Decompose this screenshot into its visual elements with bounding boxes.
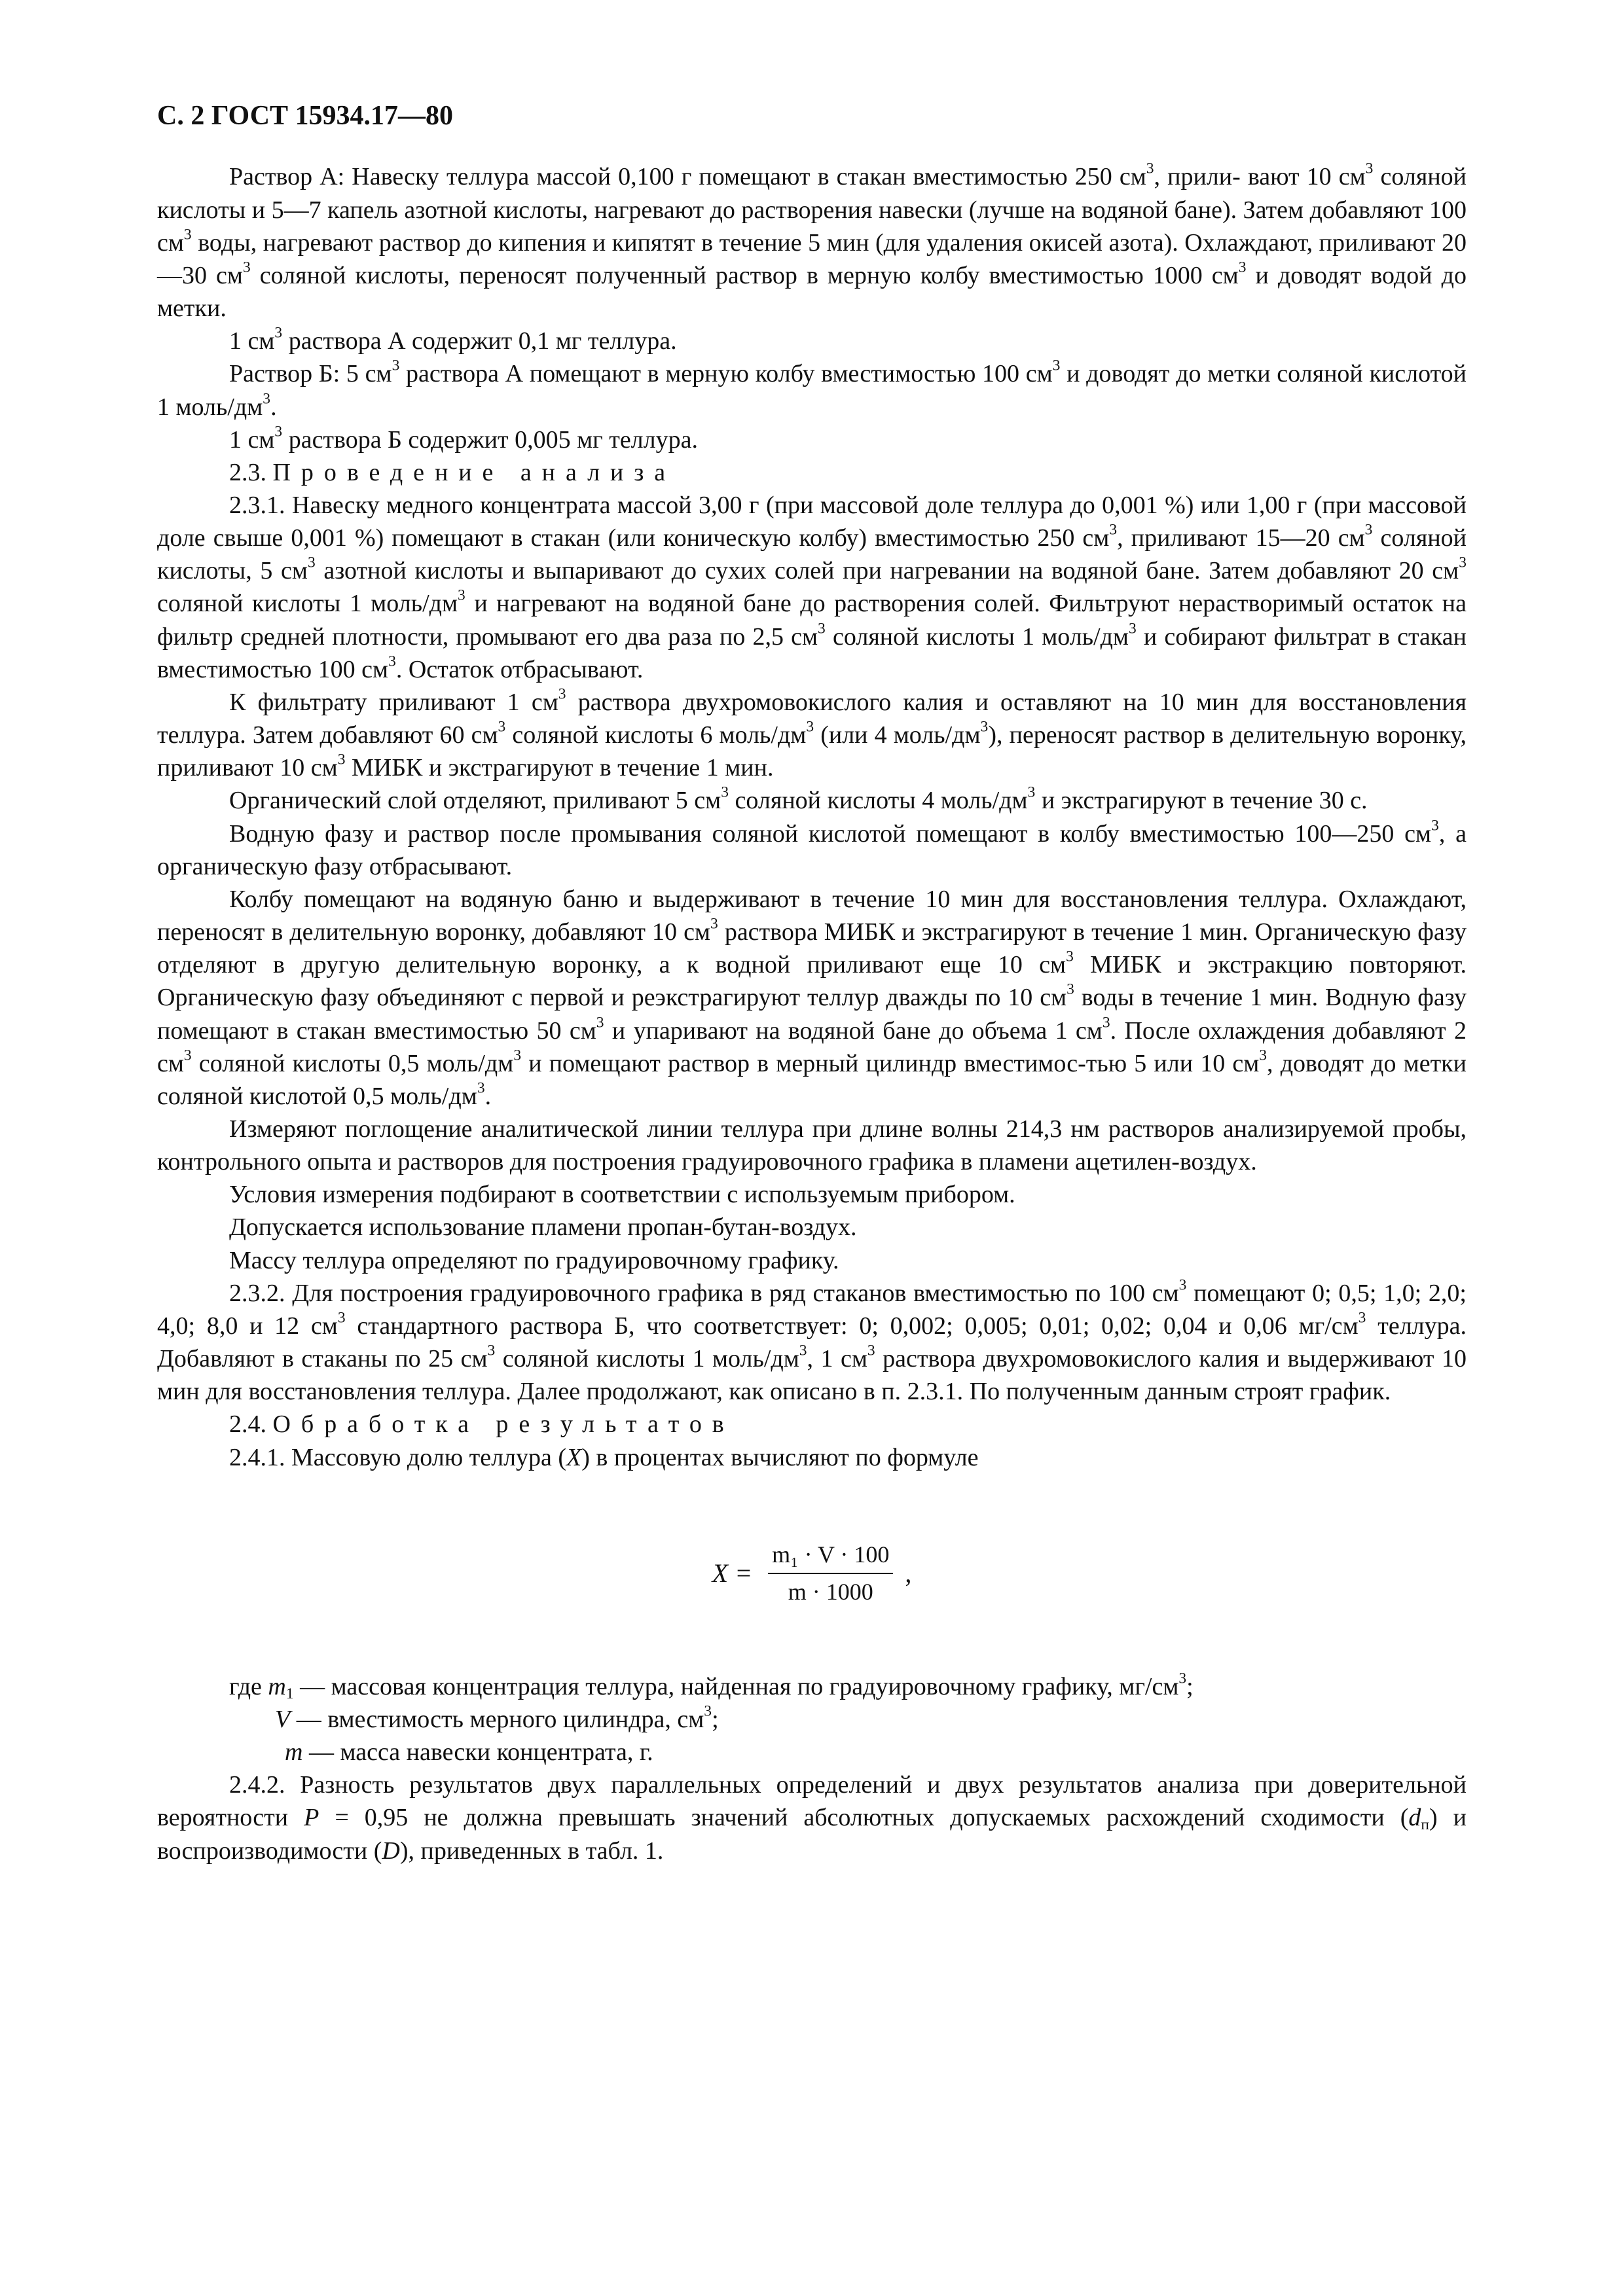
paragraph-filtrate: К фильтрату приливают 1 $см^3$ раствора двухромовокислого калия и оставляют на 10 мин для восстановления теллура. Затем добавляют 60 $см^3$ соляной кислоты 6 моль/$дм^3$ (или 4 моль/$дм^3$), переносят раствор в делительную воронку, приливают 10 $см^3$ МИБК и экстрагируют в течение 1 мин. [157,685,1467,782]
document-page [157,98,1467,1867]
paragraph-organic-layer: Органический слой отделяют, приливают 5 $см^3$ соляной кислоты 4 моль/$дм^3$ и экстрагируют в течение 30 с. [229,783,1368,815]
paragraph-2-3-1: 2.3.1. Навеску медного концентрата массой 3,00 г (при массовой доле теллура до 0,001 %) или 1,00 г (при массовой доле свыше 0,001 %) помещают в стакан (или коническую колбу) вместимостью 250 $см^3$, приливают 15—20 $см^3$ соляной кислоты, 5 $см^3$ азотной кислоты и выпаривают до сухих солей при нагревании на водяной бане. Затем добавляют 20 $см^3$ соляной кислоты 1 моль/$дм^3$ и нагревают на водяной бане до растворения солей. Фильтруют нерастворимый остаток на фильтр средней плотности, промывают его два раза по 2,5 $см^3$ соляной кислоты 1 моль/$дм^3$ и собирают фильтрат в стакан вместимостью 100 $см^3$. Остаток отбрасывают. [157,492,1467,683]
solution-a-content: 1 $см^3$ раствора А содержит 0,1 мг теллура. [229,324,677,355]
paragraph-mass: Массу теллура определяют по градуировочному графику. [229,1246,839,1274]
paragraph-propane: Допускается использование пламени пропан-бутан-воздух. [229,1213,857,1242]
formula-fraction [768,1539,893,1608]
paragraph-conditions: Условия измерения подбирают в соответствии с используемым прибором. [229,1181,1015,1209]
paragraph-flask: Колбу помещают на водяную баню и выдерживают в течение 10 мин для восстановления теллура. Охлаждают, переносят в делительную воронку, добавляют 10 $см^3$ раствора МИБК и экстрагируют в течение 1 мин. Органическую фазу отделяют в другую делительную воронку, а к водной приливают еще 10 $см^3$ МИБК и экстракцию повторяют. Органическую фазу объединяют с первой и реэкстрагируют теллур дважды по 10 $см^3$ воды в течение 1 мин. Водную фазу помещают в стакан вместимостью 50 $см^3$ и упаривают на водяной бане до объема 1 $см^3$. После охлаждения добавляют 2 $см^3$ соляной кислоты 0,5 моль/$дм^3$ и помещают раствор в мерный цилиндр вместимос-тью 5 или 10 $см^3$, доводят до метки соляной кислотой 0,5 моль/$дм^3$. [157,885,1467,1110]
solution-b-paragraph: Раствор Б: 5 $см^3$ раствора А помещают в мерную колбу вместимостью 100 $см^3$ и доводят до метки соляной кислотой 1 моль/$дм^3$. [157,357,1467,421]
formula-lhs: X = [712,1558,753,1588]
section-2-3-heading: 2.3. Проведение анализа [229,458,676,486]
page-header: С. 2 ГОСТ 15934.17—80 [157,101,454,131]
paragraph-2-4-1: 2.4.1. Массовую долю теллура (X) в процентах вычисляют по формуле [229,1443,979,1471]
formula-numerator: m₁ · V · 100 [768,1539,893,1575]
formula-denominator: m · 1000 [788,1579,873,1605]
paragraph-2-3-2: 2.3.2. Для построения градуировочного графика в ряд стаканов вместимостью по 100 $см^3$ помещают 0; 0,5; 1,0; 2,0; 4,0; 8,0 и 12 $см^3$ стандартного раствора Б, что соответствует: 0; 0,002; 0,005; 0,01; 0,02; 0,04 и 0,06 $мг/см^3$ теллура. Добавляют в стаканы по 25 $см^3$ соляной кислоты 1 моль/$дм^3$, 1 $см^3$ раствора двухромовокислого калия и выдерживают 10 мин для восстановления теллура. Далее продолжают, как описано в п. 2.3.1. По полученным данным строят график. [157,1276,1467,1406]
formula-comma: , [905,1558,912,1588]
solution-a-paragraph: Раствор А: Навеску теллура массой 0,100 г помещают в стакан вместимостью 250 $см^3$, прили- вают 10 $см^3$ соляной кислоты и 5—7 капель азотной кислоты, нагревают до растворения навески (лучше на водяной бане). Затем добавляют 100 $см^3$ воды, нагревают раствор до кипения и кипятят в течение 5 мин (для удаления окисей азота). Охлаждают, приливают 20—30 $см^3$ соляной кислоты, переносят полученный раствор в мерную колбу вместимостью 1000 $см^3$ и доводят водой до метки. [157,160,1467,323]
formula-legend-m: m — масса навески концентрата, г. [285,1738,653,1767]
tellurium-formula [157,1539,1467,1608]
paragraph-2-4-2: 2.4.2. Разность результатов двух параллельных определений и двух результатов анализа при доверительной вероятности P = 0,95 не должна превышать значений абсолютных допускаемых расхождений сходимости $(d_п)$ и воспроизводимости (D), приведенных в табл. 1. [157,1771,1467,1865]
paragraph-water-phase: Водную фазу и раствор после промывания соляной кислотой помещают в колбу вместимостью 100—250 $см^3$, а органическую фазу отбрасывают. [157,816,1467,880]
formula-legend-v: V — вместимость мерного цилиндра, $см^3$; [275,1702,719,1733]
paragraph-measurement: Измеряют поглощение аналитической линии теллура при длине волны 214,3 нм растворов анализируемой пробы, контрольного опыта и растворов для построения градуировочного графика в пламени ацетилен-воздух. [157,1115,1467,1176]
solution-b-content: 1 $см^3$ раствора Б содержит 0,005 мг теллура. [229,423,698,454]
section-2-4-heading: 2.4. Обработка результатов [229,1410,735,1439]
formula-legend-m1: где $m_1$ — массовая концентрация теллура, найденная по градуировочному графику, $мг/см^3$; [229,1670,1194,1702]
